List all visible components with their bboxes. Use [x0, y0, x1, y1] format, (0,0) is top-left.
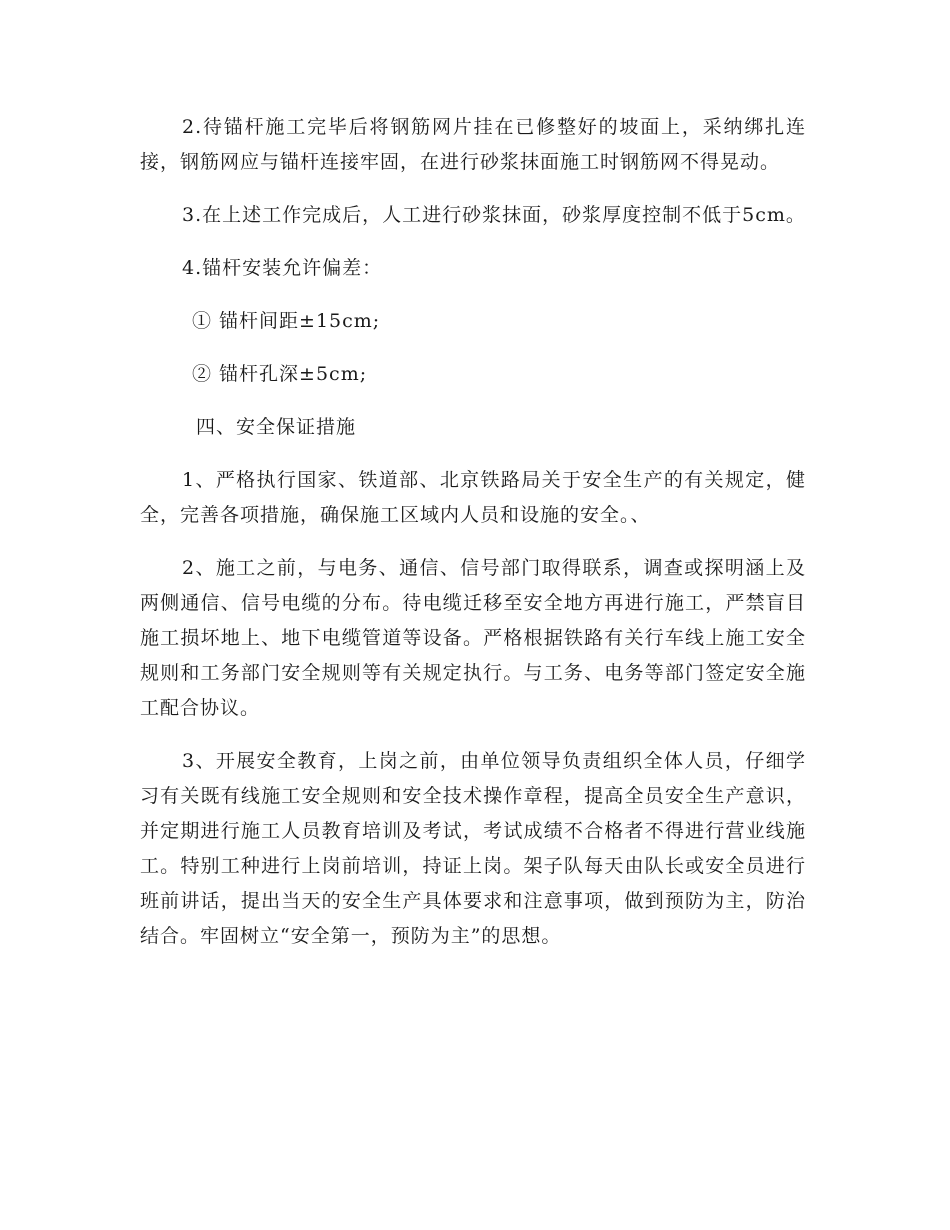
paragraph-anchor-tolerance: 4.锚杆安装允许偏差： — [182, 257, 383, 279]
safety-paragraph-cables: 2、施工之前，与电务、通信、信号部门取得联系，调查或探明涵上及两侧通信、信号电缆的分布。待电缆迁移至安全地方再进行施工，严禁盲目施工损坏地上、地下电缆管道等设备。严格根据铁路有关行车线上施工安全规则和工务部门安全规则等有关规定执行。与工务、电务等部门签定安全施工配合协议。 — [140, 557, 806, 719]
paragraph-mortar-plastering: 3.在上述工作完成后，人工进行砂浆抹面，砂浆厚度控制不低于5cm。 — [182, 204, 806, 226]
section-heading-safety: 四、安全保证措施 — [196, 416, 357, 438]
tolerance-item-spacing: ① 锚杆间距±15cm; — [192, 310, 381, 332]
paragraph-mesh-installation: 2.待锚杆施工完毕后将钢筋网片挂在已修整好的坡面上，采纳绑扎连接，钢筋网应与锚杆连接牢固，在进行砂浆抹面施工时钢筋网不得晃动。 — [140, 116, 806, 173]
safety-paragraph-regulations: 1、严格执行国家、铁道部、北京铁路局关于安全生产的有关规定，健全，完善各项措施，确保施工区域内人员和设施的安全。、 — [140, 469, 806, 526]
document-body — [140, 110, 806, 972]
tolerance-item-depth: ② 锚杆孔深±5cm; — [192, 363, 368, 385]
safety-paragraph-education: 3、开展安全教育，上岗之前，由单位领导负责组织全体人员，仔细学习有关既有线施工安全规则和安全技术操作章程，提高全员安全生产意识，并定期进行施工人员教育培训及考试，考试成绩不合格者不得进行营业线施工。特别工种进行上岗前培训，持证上岗。架子队每天由队长或安全员进行班前讲话，提出当天的安全生产具体要求和注意事项，做到预防为主，防治结合。牢固树立“安全第一，预防为主”的思想。 — [140, 750, 806, 947]
